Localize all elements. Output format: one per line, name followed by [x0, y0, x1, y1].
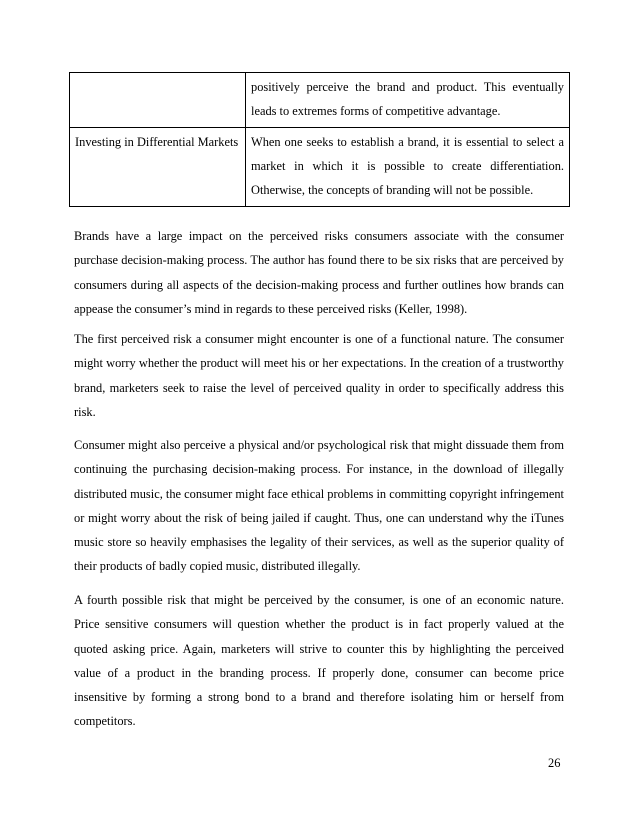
table-cell-left	[70, 73, 246, 128]
table-cell-right: When one seeks to establish a brand, it is essential to select a market in which it is possible to create differentiation. Otherwise, the concepts of branding will not be possible.	[246, 128, 570, 207]
page-number: 26	[548, 756, 561, 770]
table-row	[70, 128, 570, 207]
branding-table	[69, 72, 570, 207]
paragraph-functional-risk: The first perceived risk a consumer might encounter is one of a functional nature. The consumer might worry whether the product will meet his or her expectations. In the creation of a trustworthy brand, marketers seek to raise the level of perceived quality in order to specifically address this risk.	[74, 332, 564, 419]
table-cell-right: positively perceive the brand and product. This eventually leads to extremes forms of competitive advantage.	[246, 73, 570, 128]
table-row	[70, 73, 570, 128]
paragraph-perceived-risks: Brands have a large impact on the perceived risks consumers associate with the consumer purchase decision-making process. The author has found there to be six risks that are perceived by consumers during all aspects of the decision-making process and further outlines how brands can appease the consumer’s mind in regards to these perceived risks (Keller, 1998).	[74, 229, 564, 316]
paragraph-physical-psychological-risk: Consumer might also perceive a physical and/or psychological risk that might dissuade them from continuing the purchasing decision-making process. For instance, in the download of illegally distributed music, the consumer might face ethical problems in committing copyright infringement or might worry about the risk of being jailed if caught. Thus, one can understand why the iTunes music store so heavily emphasises the legality of their services, as well as the superior quality of their products of badly copied music, distributed illegally.	[74, 438, 565, 574]
table-cell-left: Investing in Differential Markets	[70, 128, 246, 207]
paragraph-economic-risk: A fourth possible risk that might be perceived by the consumer, is one of an economic nature. Price sensitive consumers will question whether the product is in fact properly valued at the quoted asking price. Again, marketers will strive to counter this by highlighting the perceived value of a product in the branding process. If properly done, consumer can become price insensitive by forming a strong bond to a brand and therefore isolating him or herself from competitors.	[74, 593, 564, 729]
